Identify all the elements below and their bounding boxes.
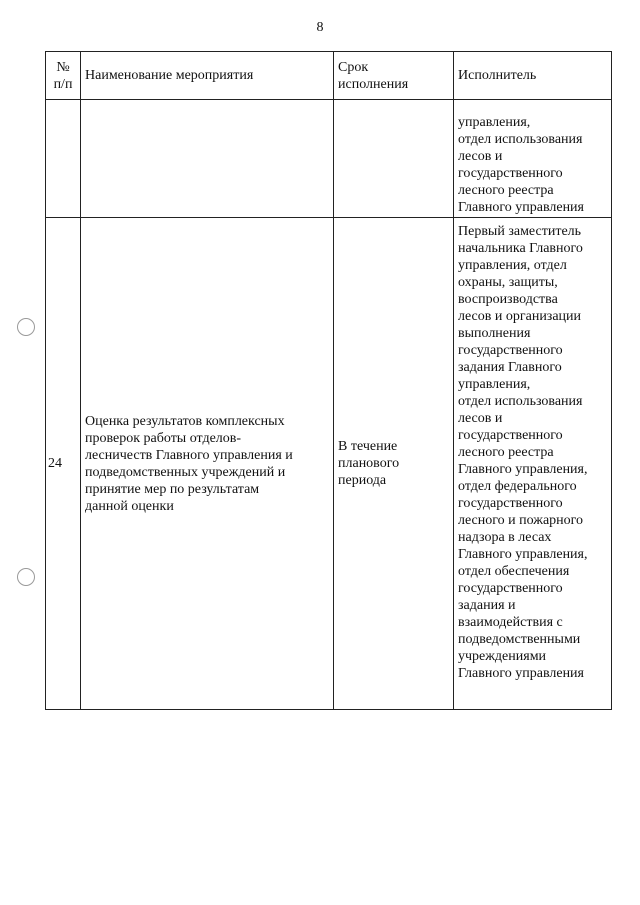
table-row <box>46 100 612 218</box>
row-number: 24 <box>48 456 62 471</box>
header-name <box>81 52 334 100</box>
row-number-cell <box>46 100 81 218</box>
table-row <box>46 218 612 710</box>
header-executor <box>454 52 612 100</box>
row-deadline-cell <box>334 218 454 710</box>
row-executor-cell <box>454 218 612 710</box>
header-number <box>46 52 81 100</box>
row-name-cell <box>81 218 334 710</box>
header-executor-label: Исполнитель <box>458 68 537 83</box>
header-name-label: Наименование мероприятия <box>85 68 254 83</box>
row-executor: управления, отдел использования лесов и государственного лесного реестра Главного управления <box>458 115 584 215</box>
binder-hole-top <box>17 318 35 336</box>
table-header-row <box>46 52 612 100</box>
row-number-cell <box>46 218 81 710</box>
row-deadline-cell <box>334 100 454 218</box>
row-executor-cell <box>454 100 612 218</box>
header-number-label: № п/п <box>53 59 73 92</box>
row-deadline: В течение планового периода <box>338 439 400 488</box>
binder-hole-bottom <box>17 568 35 586</box>
header-deadline <box>334 52 454 100</box>
header-deadline-label: Срок исполнения <box>338 59 409 92</box>
page-number: 8 <box>316 20 324 35</box>
row-executor: Первый заместитель начальника Главного управления, отдел охраны, защиты, воспроизводства лесов и организации выполнения государственного задания Главного управления, отдел использования лесов и государственного лесного реестра Главного управления, отдел федерального государственного лесного и пожарного надзора в лесах Главного управления, отдел обеспечения государственного задания и взаимодействия с подведомственными учреждениями Главного управления <box>458 224 588 681</box>
row-name: Оценка результатов комплексных проверок работы отделов- лесничеств Главного управления и подведомственных учреждений и принятие мер по результатам данной оценки <box>85 413 293 514</box>
measures-table <box>45 51 612 710</box>
row-name-cell <box>81 100 334 218</box>
